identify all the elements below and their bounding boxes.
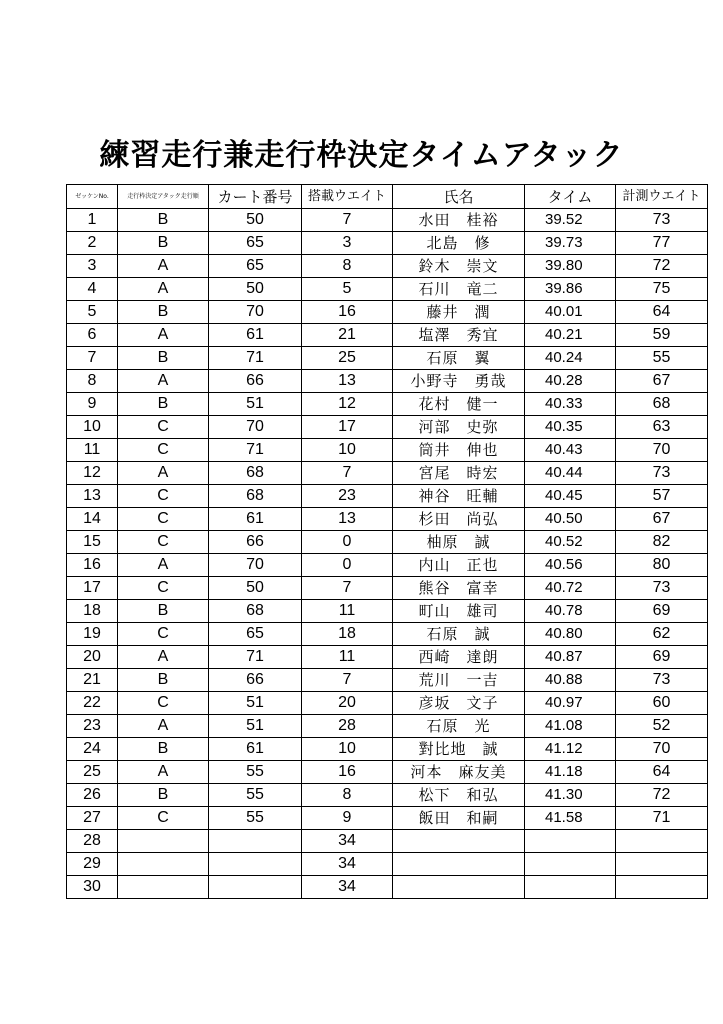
attack-order-cell: A	[118, 370, 209, 393]
driver-name-cell: 神谷 旺輔	[393, 485, 525, 508]
measured-weight-cell: 52	[616, 715, 708, 738]
attack-order-cell: B	[118, 301, 209, 324]
driver-name-cell: 荒川 一吉	[393, 669, 525, 692]
kart-number-cell: 71	[209, 347, 302, 370]
measured-weight-cell	[616, 853, 708, 876]
bib-number-cell: 14	[67, 508, 118, 531]
measured-weight-cell: 72	[616, 784, 708, 807]
bib-number-cell: 22	[67, 692, 118, 715]
measured-weight-cell	[616, 830, 708, 853]
lap-time-cell: 40.72	[525, 577, 616, 600]
kart-number-cell: 65	[209, 255, 302, 278]
lap-time-cell: 41.58	[525, 807, 616, 830]
bib-number-cell: 2	[67, 232, 118, 255]
ballast-weight-cell: 8	[302, 255, 393, 278]
kart-number-cell: 68	[209, 462, 302, 485]
bib-number-cell: 21	[67, 669, 118, 692]
driver-name-cell: 塩澤 秀宜	[393, 324, 525, 347]
measured-weight-cell: 73	[616, 462, 708, 485]
attack-order-cell: A	[118, 255, 209, 278]
attack-order-cell: A	[118, 324, 209, 347]
attack-order-cell: C	[118, 416, 209, 439]
bib-number-cell: 3	[67, 255, 118, 278]
lap-time-cell: 40.28	[525, 370, 616, 393]
lap-time-cell: 40.56	[525, 554, 616, 577]
bib-number-cell: 12	[67, 462, 118, 485]
kart-number-cell: 51	[209, 715, 302, 738]
ballast-weight-cell: 11	[302, 646, 393, 669]
driver-name-cell: 花村 健一	[393, 393, 525, 416]
table-row	[67, 485, 708, 508]
attack-order-cell	[118, 853, 209, 876]
bib-number-cell: 17	[67, 577, 118, 600]
attack-order-cell: C	[118, 577, 209, 600]
measured-weight-cell: 69	[616, 646, 708, 669]
measured-weight-cell: 64	[616, 761, 708, 784]
table-row	[67, 531, 708, 554]
ballast-weight-cell: 23	[302, 485, 393, 508]
lap-time-cell: 40.21	[525, 324, 616, 347]
attack-order-cell: C	[118, 508, 209, 531]
bib-number-cell: 20	[67, 646, 118, 669]
driver-name-cell: 杉田 尚弘	[393, 508, 525, 531]
kart-number-cell: 71	[209, 646, 302, 669]
bib-number-cell: 8	[67, 370, 118, 393]
driver-name-cell: 西崎 達朗	[393, 646, 525, 669]
attack-order-cell: B	[118, 393, 209, 416]
driver-name-cell	[393, 853, 525, 876]
driver-name-cell: 松下 和弘	[393, 784, 525, 807]
header-row	[67, 185, 708, 209]
bib-number-cell: 27	[67, 807, 118, 830]
lap-time-cell: 40.80	[525, 623, 616, 646]
table-row	[67, 439, 708, 462]
measured-weight-cell: 75	[616, 278, 708, 301]
ballast-weight-cell: 13	[302, 370, 393, 393]
table-row	[67, 301, 708, 324]
measured-weight-cell: 63	[616, 416, 708, 439]
bib-number-cell: 15	[67, 531, 118, 554]
ballast-weight-cell: 0	[302, 531, 393, 554]
ballast-weight-cell: 10	[302, 439, 393, 462]
bib-number-cell: 11	[67, 439, 118, 462]
table-row	[67, 347, 708, 370]
table-row	[67, 715, 708, 738]
table-row	[67, 600, 708, 623]
lap-time-cell: 41.12	[525, 738, 616, 761]
lap-time-cell	[525, 830, 616, 853]
attack-order-cell: C	[118, 439, 209, 462]
header-name: 氏名	[393, 185, 525, 209]
attack-order-cell: C	[118, 692, 209, 715]
lap-time-cell: 40.50	[525, 508, 616, 531]
driver-name-cell: 宮尾 時宏	[393, 462, 525, 485]
driver-name-cell: 町山 雄司	[393, 600, 525, 623]
attack-order-cell: A	[118, 554, 209, 577]
kart-number-cell: 70	[209, 554, 302, 577]
ballast-weight-cell: 3	[302, 232, 393, 255]
ballast-weight-cell: 11	[302, 600, 393, 623]
lap-time-cell: 39.73	[525, 232, 616, 255]
lap-time-cell: 40.88	[525, 669, 616, 692]
bib-number-cell: 13	[67, 485, 118, 508]
bib-number-cell: 5	[67, 301, 118, 324]
ballast-weight-cell: 25	[302, 347, 393, 370]
table-row	[67, 876, 708, 899]
lap-time-cell: 39.86	[525, 278, 616, 301]
measured-weight-cell	[616, 876, 708, 899]
bib-number-cell: 25	[67, 761, 118, 784]
lap-time-cell: 39.52	[525, 209, 616, 232]
lap-time-cell: 40.24	[525, 347, 616, 370]
driver-name-cell: 河本 麻友美	[393, 761, 525, 784]
lap-time-cell: 40.78	[525, 600, 616, 623]
ballast-weight-cell: 18	[302, 623, 393, 646]
driver-name-cell: 石原 翼	[393, 347, 525, 370]
table-row	[67, 646, 708, 669]
kart-number-cell: 51	[209, 692, 302, 715]
header-measured-weight: 計測ウエイト	[616, 185, 708, 209]
kart-number-cell: 66	[209, 669, 302, 692]
table-row	[67, 669, 708, 692]
table-row	[67, 577, 708, 600]
lap-time-cell: 40.33	[525, 393, 616, 416]
table-row	[67, 692, 708, 715]
lap-time-cell	[525, 853, 616, 876]
lap-time-cell	[525, 876, 616, 899]
lap-time-cell: 40.45	[525, 485, 616, 508]
attack-order-cell: B	[118, 600, 209, 623]
lap-time-cell: 41.08	[525, 715, 616, 738]
driver-name-cell: 對比地 誠	[393, 738, 525, 761]
kart-number-cell: 71	[209, 439, 302, 462]
measured-weight-cell: 73	[616, 209, 708, 232]
header-time: タイム	[525, 185, 616, 209]
ballast-weight-cell: 8	[302, 784, 393, 807]
header-kart-number: カート番号	[209, 185, 302, 209]
kart-number-cell: 65	[209, 623, 302, 646]
attack-order-cell: C	[118, 485, 209, 508]
kart-number-cell: 66	[209, 370, 302, 393]
bib-number-cell: 28	[67, 830, 118, 853]
ballast-weight-cell: 5	[302, 278, 393, 301]
lap-time-cell: 39.80	[525, 255, 616, 278]
kart-number-cell: 50	[209, 278, 302, 301]
driver-name-cell	[393, 830, 525, 853]
driver-name-cell: 小野寺 勇哉	[393, 370, 525, 393]
measured-weight-cell: 55	[616, 347, 708, 370]
driver-name-cell: 内山 正也	[393, 554, 525, 577]
bib-number-cell: 24	[67, 738, 118, 761]
header-bib-number: ゼッケンNo.	[67, 185, 118, 209]
ballast-weight-cell: 7	[302, 462, 393, 485]
ballast-weight-cell: 34	[302, 853, 393, 876]
measured-weight-cell: 73	[616, 669, 708, 692]
ballast-weight-cell: 16	[302, 301, 393, 324]
kart-number-cell: 65	[209, 232, 302, 255]
kart-number-cell: 55	[209, 761, 302, 784]
driver-name-cell: 河部 史弥	[393, 416, 525, 439]
table-row	[67, 393, 708, 416]
table-row	[67, 462, 708, 485]
driver-name-cell: 石川 竜二	[393, 278, 525, 301]
measured-weight-cell: 71	[616, 807, 708, 830]
table-row	[67, 370, 708, 393]
kart-number-cell: 50	[209, 209, 302, 232]
attack-order-cell: A	[118, 278, 209, 301]
kart-number-cell: 55	[209, 807, 302, 830]
kart-number-cell: 68	[209, 485, 302, 508]
table-row	[67, 508, 708, 531]
ballast-weight-cell: 17	[302, 416, 393, 439]
lap-time-cell: 40.52	[525, 531, 616, 554]
bib-number-cell: 18	[67, 600, 118, 623]
kart-number-cell: 68	[209, 600, 302, 623]
measured-weight-cell: 57	[616, 485, 708, 508]
attack-order-cell: B	[118, 209, 209, 232]
ballast-weight-cell: 20	[302, 692, 393, 715]
ballast-weight-cell: 28	[302, 715, 393, 738]
driver-name-cell: 水田 桂裕	[393, 209, 525, 232]
header-attack-order: 走行枠決定アタック走行順	[118, 185, 209, 209]
results-table	[66, 184, 708, 899]
attack-order-cell: C	[118, 531, 209, 554]
results-body	[67, 209, 708, 899]
bib-number-cell: 4	[67, 278, 118, 301]
kart-number-cell: 51	[209, 393, 302, 416]
kart-number-cell: 61	[209, 324, 302, 347]
measured-weight-cell: 72	[616, 255, 708, 278]
kart-number-cell: 55	[209, 784, 302, 807]
measured-weight-cell: 70	[616, 439, 708, 462]
driver-name-cell: 石原 光	[393, 715, 525, 738]
measured-weight-cell: 60	[616, 692, 708, 715]
attack-order-cell: B	[118, 347, 209, 370]
measured-weight-cell: 67	[616, 370, 708, 393]
table-row	[67, 416, 708, 439]
lap-time-cell: 41.18	[525, 761, 616, 784]
kart-number-cell: 66	[209, 531, 302, 554]
driver-name-cell: 彦坂 文子	[393, 692, 525, 715]
measured-weight-cell: 59	[616, 324, 708, 347]
attack-order-cell: B	[118, 738, 209, 761]
driver-name-cell: 熊谷 富幸	[393, 577, 525, 600]
attack-order-cell: A	[118, 761, 209, 784]
kart-number-cell: 70	[209, 416, 302, 439]
ballast-weight-cell: 10	[302, 738, 393, 761]
driver-name-cell: 柚原 誠	[393, 531, 525, 554]
attack-order-cell	[118, 876, 209, 899]
driver-name-cell: 鈴木 崇文	[393, 255, 525, 278]
attack-order-cell: A	[118, 715, 209, 738]
measured-weight-cell: 67	[616, 508, 708, 531]
ballast-weight-cell: 34	[302, 830, 393, 853]
attack-order-cell: B	[118, 232, 209, 255]
page-title: 練習走行兼走行枠決定タイムアタック	[99, 138, 624, 173]
table-row	[67, 830, 708, 853]
driver-name-cell: 石原 誠	[393, 623, 525, 646]
ballast-weight-cell: 7	[302, 577, 393, 600]
lap-time-cell: 40.01	[525, 301, 616, 324]
table-row	[67, 623, 708, 646]
driver-name-cell	[393, 876, 525, 899]
ballast-weight-cell: 12	[302, 393, 393, 416]
attack-order-cell: B	[118, 784, 209, 807]
table-row	[67, 807, 708, 830]
table-row	[67, 761, 708, 784]
bib-number-cell: 9	[67, 393, 118, 416]
lap-time-cell: 40.43	[525, 439, 616, 462]
measured-weight-cell: 82	[616, 531, 708, 554]
measured-weight-cell: 77	[616, 232, 708, 255]
attack-order-cell	[118, 830, 209, 853]
table-row	[67, 255, 708, 278]
kart-number-cell: 50	[209, 577, 302, 600]
driver-name-cell: 筒井 伸也	[393, 439, 525, 462]
bib-number-cell: 29	[67, 853, 118, 876]
kart-number-cell: 61	[209, 508, 302, 531]
bib-number-cell: 7	[67, 347, 118, 370]
measured-weight-cell: 70	[616, 738, 708, 761]
ballast-weight-cell: 21	[302, 324, 393, 347]
attack-order-cell: B	[118, 669, 209, 692]
measured-weight-cell: 68	[616, 393, 708, 416]
driver-name-cell: 飯田 和嗣	[393, 807, 525, 830]
measured-weight-cell: 62	[616, 623, 708, 646]
ballast-weight-cell: 13	[302, 508, 393, 531]
bib-number-cell: 10	[67, 416, 118, 439]
driver-name-cell: 北島 修	[393, 232, 525, 255]
measured-weight-cell: 73	[616, 577, 708, 600]
table-row	[67, 738, 708, 761]
lap-time-cell: 40.97	[525, 692, 616, 715]
bib-number-cell: 26	[67, 784, 118, 807]
lap-time-cell: 40.87	[525, 646, 616, 669]
bib-number-cell: 23	[67, 715, 118, 738]
ballast-weight-cell: 34	[302, 876, 393, 899]
bib-number-cell: 1	[67, 209, 118, 232]
bib-number-cell: 19	[67, 623, 118, 646]
table-row	[67, 853, 708, 876]
lap-time-cell: 40.44	[525, 462, 616, 485]
table-row	[67, 209, 708, 232]
ballast-weight-cell: 0	[302, 554, 393, 577]
table-row	[67, 278, 708, 301]
table-row	[67, 554, 708, 577]
kart-number-cell: 70	[209, 301, 302, 324]
kart-number-cell	[209, 830, 302, 853]
ballast-weight-cell: 9	[302, 807, 393, 830]
attack-order-cell: A	[118, 646, 209, 669]
attack-order-cell: A	[118, 462, 209, 485]
table-row	[67, 784, 708, 807]
bib-number-cell: 6	[67, 324, 118, 347]
ballast-weight-cell: 16	[302, 761, 393, 784]
attack-order-cell: C	[118, 807, 209, 830]
attack-order-cell: C	[118, 623, 209, 646]
kart-number-cell	[209, 853, 302, 876]
bib-number-cell: 30	[67, 876, 118, 899]
header-ballast-weight: 搭載ウエイト	[302, 185, 393, 209]
ballast-weight-cell: 7	[302, 669, 393, 692]
measured-weight-cell: 69	[616, 600, 708, 623]
table-row	[67, 324, 708, 347]
bib-number-cell: 16	[67, 554, 118, 577]
measured-weight-cell: 80	[616, 554, 708, 577]
driver-name-cell: 藤井 潤	[393, 301, 525, 324]
measured-weight-cell: 64	[616, 301, 708, 324]
lap-time-cell: 41.30	[525, 784, 616, 807]
ballast-weight-cell: 7	[302, 209, 393, 232]
kart-number-cell	[209, 876, 302, 899]
kart-number-cell: 61	[209, 738, 302, 761]
table-row	[67, 232, 708, 255]
lap-time-cell: 40.35	[525, 416, 616, 439]
